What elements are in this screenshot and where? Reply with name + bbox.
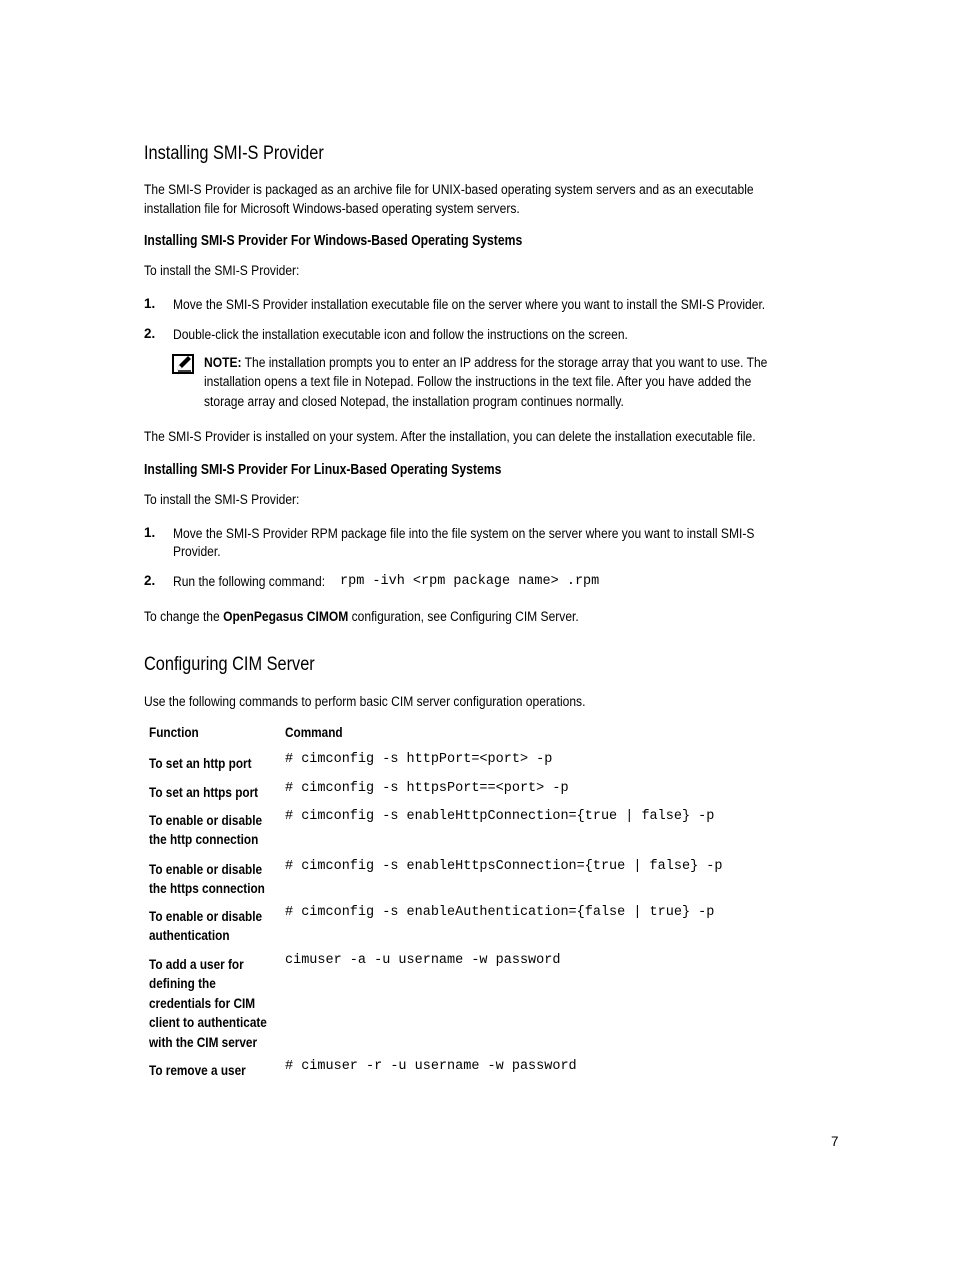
function-line: To set an http port — [149, 756, 252, 771]
function-line: defining the — [149, 976, 216, 992]
table-row-function — [149, 1061, 246, 1080]
table-row-command: # cimuser -r -u username -w password — [285, 1059, 577, 1074]
change-config-line — [144, 607, 579, 626]
linux-step2-number: 2. — [144, 573, 156, 588]
function-line: with the CIM server — [149, 1034, 258, 1050]
linux-step2-text: Run the following command: — [173, 574, 326, 589]
note-line-3: storage array and closed Notepad, the installation program continues normally. — [204, 394, 624, 409]
linux-step2-command: rpm -ivh <rpm package name> .rpm — [340, 574, 600, 589]
function-line: To enable or disable — [149, 909, 263, 924]
table-row-command: # cimconfig -s enableHttpConnection={true | false} -p — [285, 809, 715, 824]
table-row-command: # cimconfig -s enableHttpsConnection={true | false} -p — [285, 859, 723, 874]
note-text-1: The installation prompts you to enter an IP address for the storage array that you want to use. The — [244, 355, 768, 370]
change-post: configuration, see Configuring CIM Server. — [348, 609, 579, 624]
function-line: credentials for CIM — [149, 995, 256, 1011]
note-pencil-icon — [172, 354, 194, 374]
note-line-2: installation opens a text file in Notepad. Follow the instructions in the text file. After you have added the — [204, 374, 752, 389]
table-row-function — [149, 754, 252, 773]
intro-line-2: installation file for Microsoft Windows-based operating system servers. — [144, 201, 520, 216]
section-title-installing: Installing SMI-S Provider — [144, 143, 324, 164]
table-row-command: cimuser -a -u username -w password — [285, 953, 561, 968]
function-line: client to authenticate — [149, 1015, 267, 1031]
windows-after-text: The SMI-S Provider is installed on your system. After the installation, you can delete the installation executable file. — [144, 429, 756, 444]
table-row-command: # cimconfig -s httpsPort==<port> -p — [285, 781, 569, 796]
windows-step1-text: Move the SMI-S Provider installation executable file on the server where you want to install the SMI-S Provider. — [173, 297, 766, 312]
table-row-function — [149, 811, 262, 850]
table-header-command: Command — [285, 725, 343, 740]
windows-lead: To install the SMI-S Provider: — [144, 263, 300, 278]
page-number: 7 — [831, 1134, 839, 1149]
windows-step1-number: 1. — [144, 296, 156, 311]
subsection-title-windows: Installing SMI-S Provider For Windows-Based Operating Systems — [144, 233, 523, 249]
function-line: the https connection — [149, 881, 265, 897]
table-row-function — [149, 783, 258, 802]
table-row-function — [149, 955, 267, 1052]
section-title-configuring: Configuring CIM Server — [144, 654, 315, 675]
change-bold: OpenPegasus CIMOM — [223, 609, 349, 624]
table-row-command: # cimconfig -s enableAuthentication={false | true} -p — [285, 905, 715, 920]
function-line: authentication — [149, 928, 230, 944]
table-header-function: Function — [149, 725, 199, 740]
change-pre: To change the — [144, 609, 224, 624]
linux-lead: To install the SMI-S Provider: — [144, 492, 300, 507]
function-line: To add a user for — [149, 957, 244, 972]
function-line: To enable or disable — [149, 813, 263, 828]
subsection-title-linux: Installing SMI-S Provider For Linux-Based Operating Systems — [144, 462, 502, 478]
intro-line-1: The SMI-S Provider is packaged as an archive file for UNIX-based operating system servers and as an executable — [144, 182, 754, 197]
function-line: To enable or disable — [149, 862, 263, 877]
note-line-1 — [204, 353, 767, 372]
linux-step1-number: 1. — [144, 525, 156, 540]
function-line: To remove a user — [149, 1063, 246, 1078]
windows-step2-text: Double-click the installation executable icon and follow the instructions on the screen. — [173, 327, 628, 342]
function-line: To set an https port — [149, 785, 259, 800]
linux-step1-line-1: Move the SMI-S Provider RPM package file into the file system on the server where you want to install SMI-S — [173, 526, 755, 541]
function-line: the http connection — [149, 832, 259, 848]
table-row-function — [149, 907, 262, 946]
table-row-command: # cimconfig -s httpPort=<port> -p — [285, 752, 553, 767]
configuring-intro: Use the following commands to perform basic CIM server configuration operations. — [144, 694, 586, 709]
windows-step2-number: 2. — [144, 326, 156, 341]
table-row-function — [149, 860, 265, 899]
note-label: NOTE: — [204, 355, 242, 370]
linux-step1-line-2: Provider. — [173, 544, 221, 559]
